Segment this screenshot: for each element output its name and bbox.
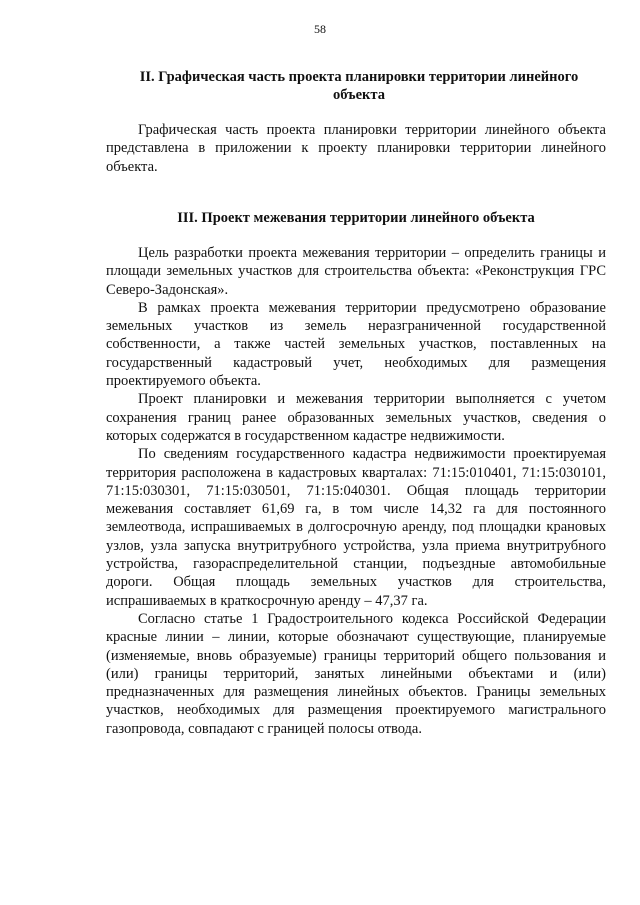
section-3-heading: III. Проект межевания территории линейного объекта: [177, 210, 535, 226]
page-number: 58: [314, 22, 326, 36]
paragraph: В рамках проекта межевания территории предусмотрено образование земельных участков из земель неразграниченной государственной собственности, а также частей земельных участков, поставленных на государственный кадастровый учет, необходимых для размещения проектируемого объекта.: [106, 299, 606, 390]
paragraph: Графическая часть проекта планировки территории линейного объекта представлена в приложении к проекту планировки территории линейного объекта.: [106, 122, 606, 175]
paragraph: Цель разработки проекта межевания территории – определить границы и площади земельных участков для строительства объекта: «Реконструкция ГРС Северо-Задонская».: [106, 245, 606, 298]
section-3-body: [106, 244, 606, 738]
section-2-body: [106, 121, 606, 176]
paragraph: По сведениям государственного кадастра недвижимости проектируемая территория расположена в кадастровых кварталах: 71:15:010401, 71:15:030101, 71:15:030301, 71:15:030501, 71:15:040301. Общая площадь территории межевания составляет 61,69 га, в том числе 14,32 га для постоянного землеотвода, испрашиваемых в долгосрочную аренду, под площадки крановых узлов, узла запуска внутритрубного устройства, узла приема внутритрубного устройства, газораспределительной станции, подъездные автомобильные дороги. Общая площадь земельных участков для строительства, испрашиваемых в краткосрочную аренду – 47,37 га.: [106, 446, 606, 609]
paragraph: Проект планировки и межевания территории выполняется с учетом сохранения границ ранее образованных земельных участков, сведения о которых содержатся в государственном кадастре недвижимости.: [106, 391, 606, 444]
section-2-heading: II. Графическая часть проекта планировки территории линейного объекта: [139, 69, 579, 103]
paragraph: Согласно статье 1 Градостроительного кодекса Российской Федерации красные линии – линии, которые обозначают существующие, планируемые (изменяемые, вновь образуемые) границы территорий общего пользования и (или) границы территорий, занятых линейными объектами и (или) предназначенных для размещения линейных объектов. Границы земельных участков, необходимых для размещения проектируемого магистрального газопровода, совпадают с границей полосы отвода.: [106, 610, 606, 737]
